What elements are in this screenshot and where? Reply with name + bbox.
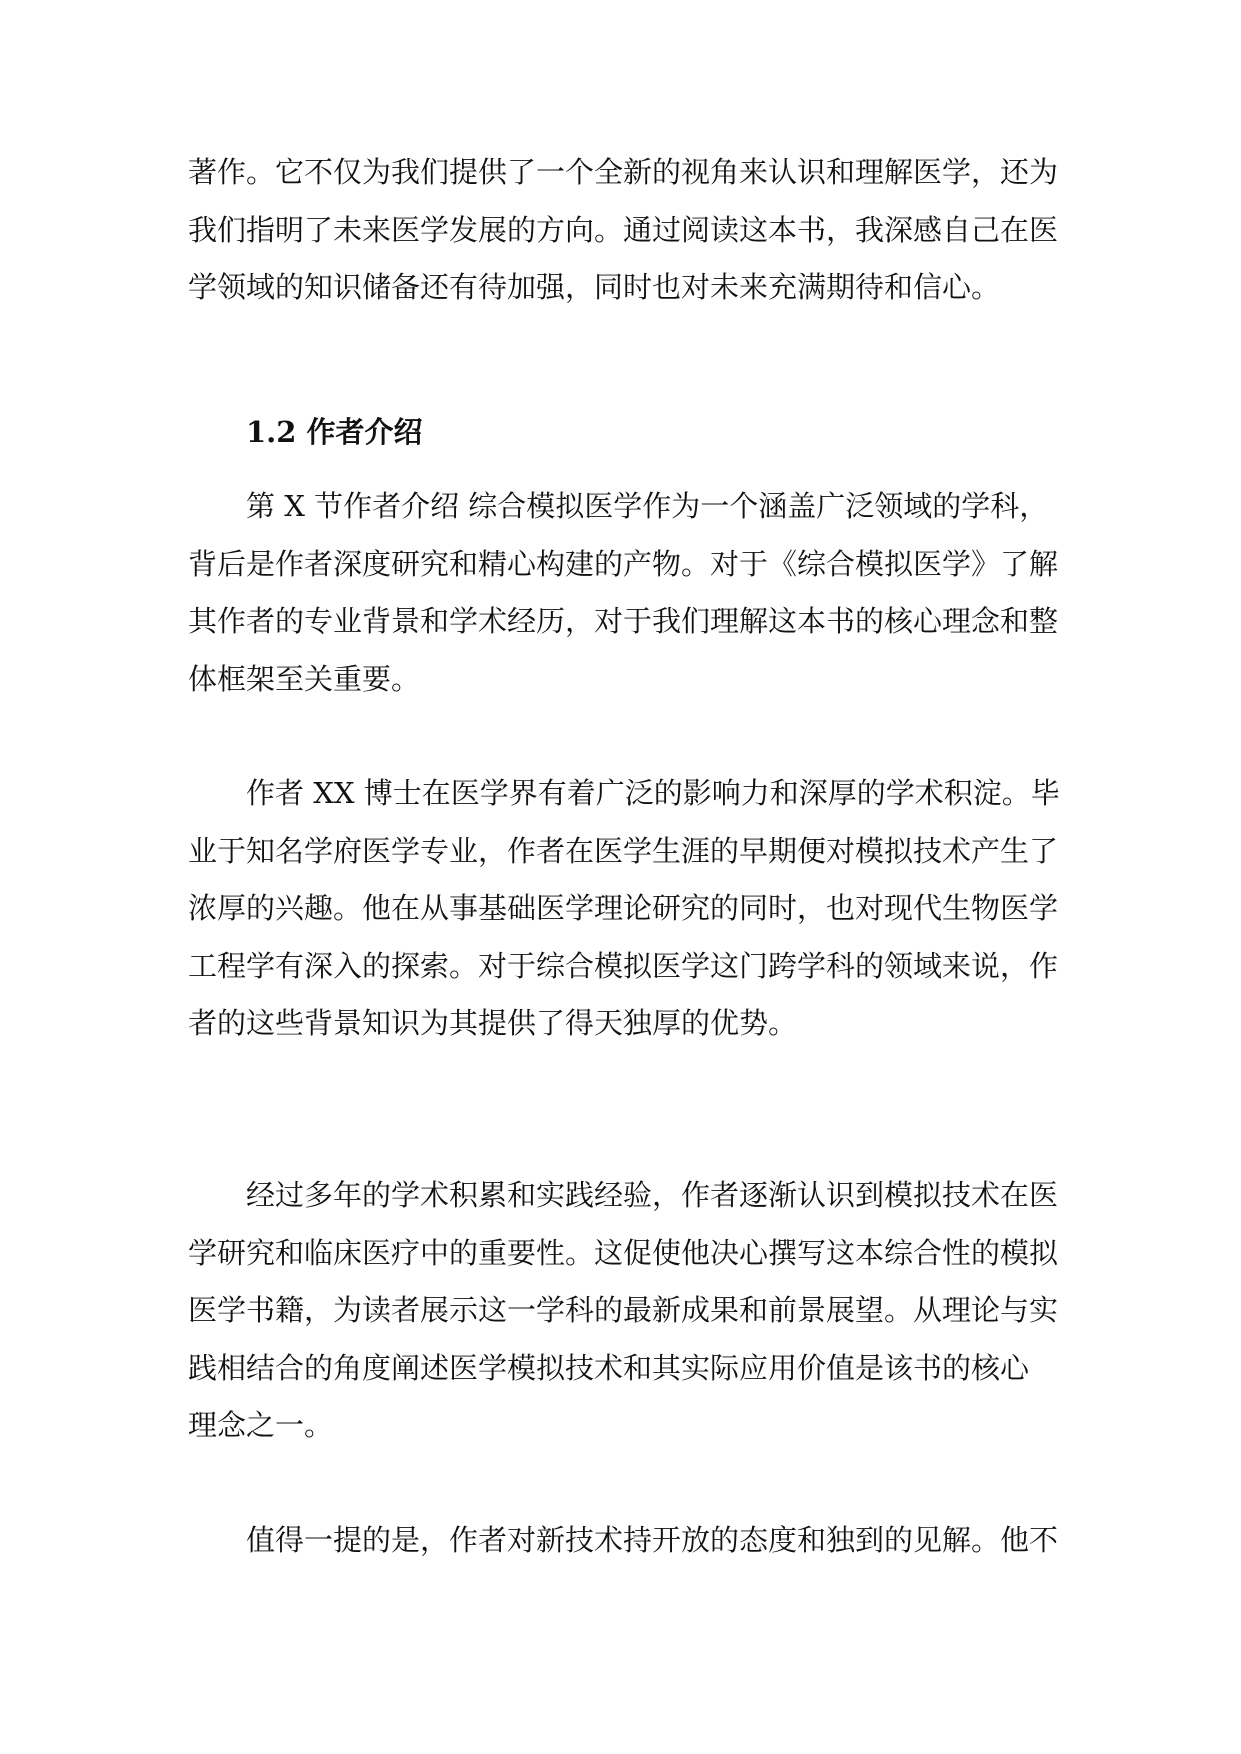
paragraph-line: 著作。它不仅为我们提供了一个全新的视角来认识和理解医学，还为	[188, 155, 1059, 189]
paragraph-line: 作者 XX 博士在医学界有着广泛的影响力和深厚的学术积淀。毕	[246, 776, 1060, 810]
paragraph-author-motivation	[188, 1167, 1059, 1455]
paragraph-line: 浓厚的兴趣。他在从事基础医学理论研究的同时，也对现代生物医学	[188, 891, 1059, 925]
section-heading: 1.2 作者介绍	[246, 415, 423, 449]
paragraph-line: 理念之一。	[188, 1408, 334, 1442]
paragraph-line: 践相结合的角度阐述医学模拟技术和其实际应用价值是该书的核心	[188, 1350, 1030, 1385]
paragraph-line: 者的这些背景知识为其提供了得天独厚的优势。	[188, 1006, 798, 1040]
paragraph-author-attitude	[188, 1512, 1059, 1570]
paragraph-line: 第 X 节作者介绍 综合模拟医学作为一个涵盖广泛领域的学科，	[246, 489, 1049, 523]
paragraph-line: 学研究和临床医疗中的重要性。这促使他决心撰写这本综合性的模拟	[188, 1235, 1059, 1270]
paragraph-line: 我们指明了未来医学发展的方向。通过阅读这本书，我深感自己在医	[188, 212, 1059, 247]
paragraph-line: 经过多年的学术积累和实践经验，作者逐渐认识到模拟技术在医	[246, 1178, 1059, 1212]
paragraph-line: 值得一提的是，作者对新技术持开放的态度和独到的见解。他不	[246, 1523, 1059, 1557]
paragraph-line: 学领域的知识储备还有待加强，同时也对未来充满期待和信心。	[188, 270, 1001, 304]
paragraph-line: 工程学有深入的探索。对于综合模拟医学这门跨学科的领域来说，作	[188, 948, 1059, 983]
paragraph-author-background	[188, 765, 1060, 1053]
paragraph-line: 业于知名学府医学专业，作者在医学生涯的早期便对模拟技术产生了	[188, 833, 1059, 868]
paragraph-line: 医学书籍，为读者展示这一学科的最新成果和前景展望。从理论与实	[188, 1293, 1059, 1327]
paragraph-line: 其作者的专业背景和学术经历，对于我们理解这本书的核心理念和整	[188, 604, 1059, 638]
paragraph-continuation	[188, 144, 1059, 317]
paragraph-line: 体框架至关重要。	[188, 661, 421, 696]
paragraph-author-intro	[188, 478, 1059, 708]
paragraph-line: 背后是作者深度研究和精心构建的产物。对于《综合模拟医学》了解	[188, 546, 1059, 581]
